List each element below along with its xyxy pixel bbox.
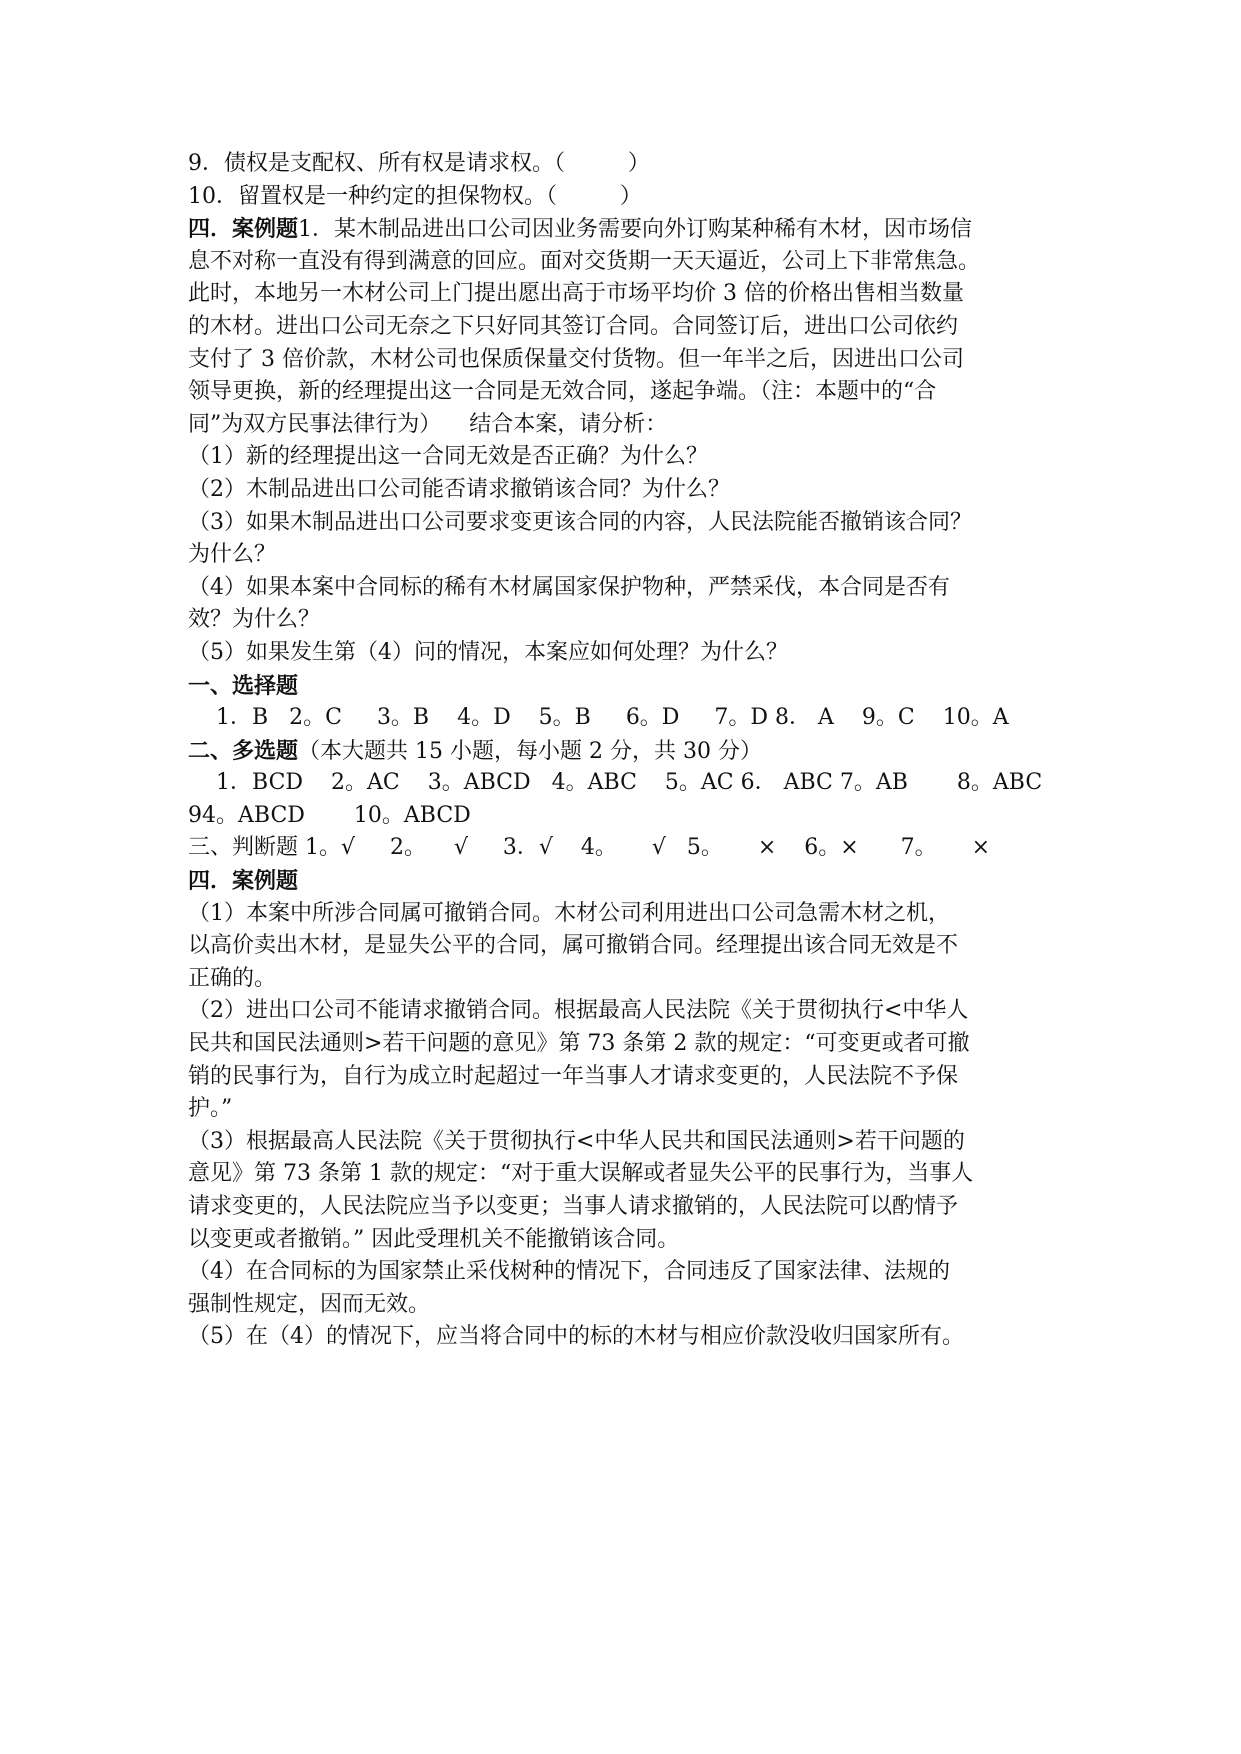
line-text: 销的民事行为，自行为成立时起超过一年当事人才请求变更的，人民法院不予保 [188,1063,959,1089]
text-line [188,1321,1068,1354]
line-text: 护。” [188,1096,233,1122]
text-line [188,767,1068,800]
line-text: 为什么？ [188,542,277,568]
line-text: 民共和国民法通则>若干问题的意见》第 73 条第 2 款的规定：“可变更或者可撤 [188,1031,970,1057]
line-text: （4）在合同标的为国家禁止采伐树种的情况下，合同违反了国家法律、法规的 [188,1259,950,1285]
line-text: （1）本案中所涉合同属可撤销合同。木材公司利用进出口公司急需木材之机， [188,900,950,926]
text-line [188,604,1068,637]
line-text: （3）根据最高人民法院《关于贯彻执行<中华人民共和国民法通则>若干问题的 [188,1128,965,1154]
text-line [188,1224,1068,1257]
section-heading: 二、多选题 [188,737,299,764]
text-line [188,865,1068,898]
text-line [188,800,1068,833]
line-text: 10．留置权是一种约定的担保物权。（ ） [188,183,642,209]
section-heading: 四．案例题 [188,216,299,243]
line-text: 领导更换，新的经理提出这一合同是无效合同，遂起争端。（注：本题中的“合 [188,379,937,405]
text-line [188,539,1068,572]
line-text: （1）新的经理提出这一合同无效是否正确？为什么？ [188,444,708,470]
text-line [188,474,1068,507]
text-line [188,213,1068,246]
line-text: 正确的。 [188,965,277,991]
line-text: （本大题共 15 小题，每小题 2 分，共 30 分） [298,738,762,764]
line-text: 9．债权是支配权、所有权是请求权。（ ） [188,151,650,176]
text-line [188,832,1068,865]
section-heading: 一、选择题 [188,672,299,699]
text-line [188,670,1068,703]
line-text: 三、判断题 1。√ 2。 √ 3．√ 4。 √ 5。 × 6。× 7。 × [188,835,991,861]
text-line [188,898,1068,931]
text-line [188,1126,1068,1159]
text-line [188,246,1068,279]
line-text: （5）在（4）的情况下，应当将合同中的标的木材与相应价款没收归国家所有。 [188,1324,964,1350]
text-line [188,572,1068,605]
line-text: 的木材。进出口公司无奈之下只好同其签订合同。合同签订后，进出口公司依约 [188,313,959,339]
text-line [188,1093,1068,1126]
text-line [188,1158,1068,1191]
text-line [188,278,1068,311]
text-line [188,1191,1068,1224]
section-heading: 四．案例题 [188,868,299,895]
line-text: （5）如果发生第（4）问的情况，本案应如何处理？为什么？ [188,639,788,665]
line-text: 1．BCD 2。AC 3。ABCD 4。ABC 5。AC 6． ABC 7。AB 8。ABC [216,770,1043,796]
text-line [188,963,1068,996]
text-line [188,702,1068,735]
line-text: 意见》第 73 条第 1 款的规定：“对于重大误解或者显失公平的民事行为，当事人 [188,1161,974,1187]
text-line [188,376,1068,409]
text-line [188,507,1068,540]
line-text: （2）木制品进出口公司能否请求撤销该合同？为什么？ [188,476,730,502]
line-text: 以变更或者撤销。” 因此受理机关不能撤销该合同。 [188,1226,680,1252]
text-line [188,1289,1068,1322]
line-text: （3）如果木制品进出口公司要求变更该合同的内容，人民法院能否撤销该合同？ [188,509,972,535]
text-line [188,735,1068,768]
text-line [188,930,1068,963]
line-text: 94。ABCD 10。ABCD [188,802,471,828]
line-text: 支付了 3 倍价款，木材公司也保质保量交付货物。但一年半之后，因进出口公司 [188,346,964,372]
text-line [188,1061,1068,1094]
text-line [188,148,1068,181]
line-text: 1．B 2。C 3。B 4。D 5。B 6。D 7。D 8． A 9。C 10。A [216,705,1009,731]
text-line [188,995,1068,1028]
line-text: 请求变更的，人民法院应当予以变更；当事人请求撤销的，人民法院可以酌情予 [188,1194,959,1219]
line-text: 以高价卖出木材，是显失公平的合同，属可撤销合同。经理提出该合同无效是不 [188,933,959,959]
line-text: （4）如果本案中合同标的稀有木材属国家保护物种，严禁采伐，本合同是否有 [188,574,950,600]
line-text: （2）进出口公司不能请求撤销合同。根据最高人民法院《关于贯彻执行<中华人 [188,998,969,1024]
text-line [188,181,1068,214]
text-line [188,344,1068,377]
text-line [188,1028,1068,1061]
line-text: 1．某木制品进出口公司因业务需要向外订购某种稀有木材，因市场信 [298,217,973,243]
text-line [188,441,1068,474]
line-text: 息不对称一直没有得到满意的回应。面对交货期一天天逼近，公司上下非常焦急。 [188,248,981,274]
line-text: 此时，本地另一木材公司上门提出愿出高于市场平均价 3 倍的价格出售相当数量 [188,281,964,307]
document-body [188,148,1068,1354]
text-line [188,311,1068,344]
text-line [188,409,1068,442]
line-text: 同”为双方民事法律行为） 结合本案，请分析： [188,411,668,437]
line-text: 强制性规定，因而无效。 [188,1291,431,1317]
text-line [188,1256,1068,1289]
text-line [188,637,1068,670]
line-text: 效？为什么？ [188,607,321,633]
